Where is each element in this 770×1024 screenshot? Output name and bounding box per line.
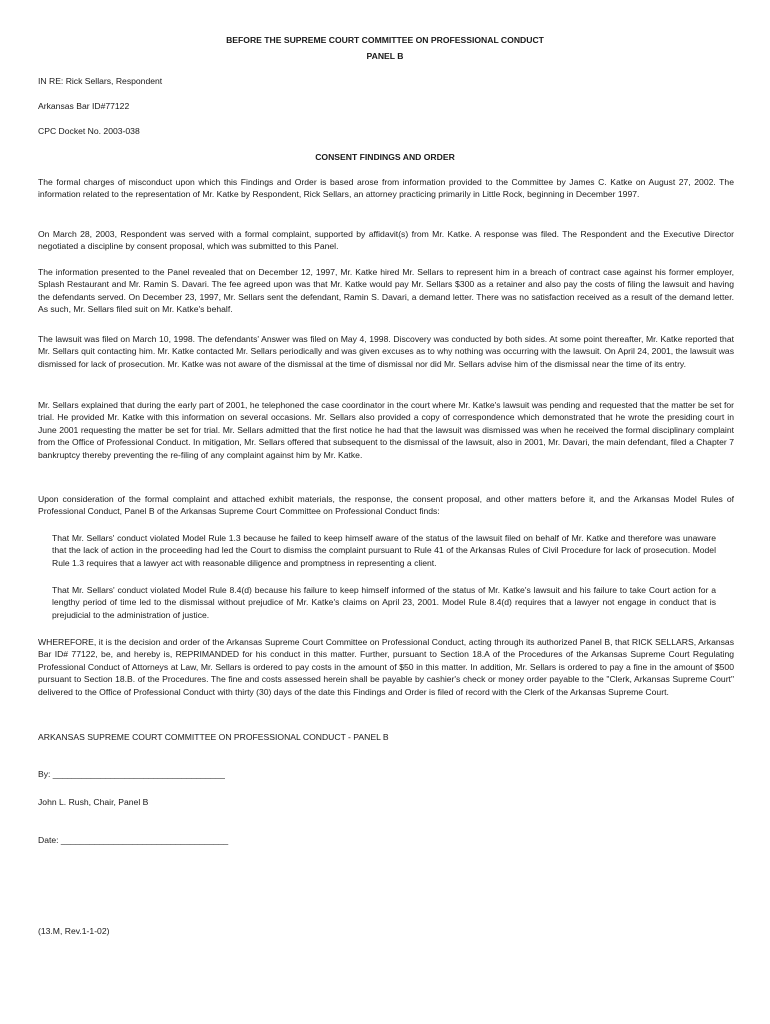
- paragraph: On March 28, 2003, Respondent was served with a formal complaint, supported by affidavit(s) from Mr. Katke. A response was filed. The Respondent and the Executive Director negotiated a discipline by consent proposal, which was submitted to this Panel.: [38, 229, 734, 252]
- signature-by-line: By: ____________________________________: [38, 769, 225, 779]
- docket-line: CPC Docket No. 2003-038: [38, 126, 140, 136]
- paragraph: Upon consideration of the formal complaint and attached exhibit materials, the response, the consent proposal, and other matters before it, and the Arkansas Model Rules of Professional Conduct, Panel B of the Arkansas Supreme Court Committee on Professional Conduct finds:: [38, 494, 734, 517]
- court-heading: BEFORE THE SUPREME COURT COMMITTEE ON PROFESSIONAL CONDUCT: [226, 35, 544, 45]
- form-code: (13.M, Rev.1-1-02): [38, 926, 110, 936]
- panel-heading: PANEL B: [366, 51, 404, 61]
- signer-name: John L. Rush, Chair, Panel B: [38, 797, 149, 807]
- date-line: Date: ___________________________________: [38, 835, 229, 845]
- paragraph: The formal charges of misconduct upon which this Findings and Order is based arose from information provided to the Committee by James C. Katke on August 27, 2002. The information related to the representation of Mr. Katke by Respondent, Rick Sellars, an attorney practicing primarily in Little Rock, beginning in December 1997.: [38, 177, 734, 200]
- in-re-line: IN RE: Rick Sellars, Respondent: [38, 76, 163, 86]
- paragraph: The lawsuit was filed on March 10, 1998. The defendants' Answer was filed on May 4, 1998. Discovery was conducted by both sides. At some point thereafter, Mr. Katke reported that Mr. Sellars quit contacting him. Mr. Katke contacted Mr. Sellars periodically and was given excuses as to why nothing was occurring with the lawsuit. On April 24, 2001, the lawsuit was dismissed for lack of prosecution. Mr. Katke was not aware of the dismissal at the time of dismissal nor did Mr. Sellars advise him of the dismissal near the time of its entry.: [38, 334, 734, 369]
- wherefore-paragraph: WHEREFORE, it is the decision and order of the Arkansas Supreme Court Committee on Professional Conduct, acting through its authorized Panel B, that RICK SELLARS, Arkansas Bar ID# 77122, be, and hereby is, REPRIMANDED for his conduct in this matter. Further, pursuant to Section 18.A of the Procedures of the Arkansas Supreme Court Regulating Professional Conduct of Attorneys at Law, Mr. Sellars is ordered to pay costs in the amount of $50 in this matter. In addition, Mr. Sellars is ordered to pay a fine in the amount of $500 pursuant to Section 18.B. of the Procedures. The fine and costs assessed herein shall be payable by cashier's check or money order payable to the "Clerk, Arkansas Supreme Court" delivered to the Office of Professional Conduct with thirty (30) days of the date this Findings and Order is filed of record with the Clerk of the Arkansas Supreme Court.: [38, 637, 734, 697]
- section-title: CONSENT FINDINGS AND ORDER: [315, 152, 455, 162]
- paragraph: Mr. Sellars explained that during the early part of 2001, he telephoned the case coordinator in the court where Mr. Katke's lawsuit was pending and requested that the matter be set for trial. He provided Mr. Katke with this information on several occasions. Mr. Sellars also provided a copy of correspondence which demonstrated that he wrote the presiding court in June 2001 requesting the matter be set for trial. Mr. Sellars admitted that the first notice he had that the lawsuit was dismissed was when he received the formal disciplinary complaint from the Office of Professional Conduct. In mitigation, Mr. Sellars offered that subsequent to the dismissal of the lawsuit, also in 2001, Mr. Davari, the main defendant, filed a Chapter 7 bankruptcy thereby preventing the re-filing of any complaint against him by Mr. Katke.: [38, 400, 734, 460]
- committee-signature-heading: ARKANSAS SUPREME COURT COMMITTEE ON PROFESSIONAL CONDUCT - PANEL B: [38, 732, 389, 742]
- finding-item: That Mr. Sellars' conduct violated Model Rule 8.4(d) because his failure to keep himself informed of the status of Mr. Katke's lawsuit and his failure to take Court action for a lengthy period of time led to the dismissal without prejudice of Mr. Katke's claims on April 23, 2001. Model Rule 8.4(d) requires that a lawyer not engage in conduct that is prejudicial to the administration of justice.: [52, 585, 716, 620]
- bar-id-line: Arkansas Bar ID#77122: [38, 101, 130, 111]
- paragraph: The information presented to the Panel revealed that on December 12, 1997, Mr. Katke hired Mr. Sellars to represent him in a breach of contract case against his former employer, Splash Restaurant and Mr. Ramin S. Davari. The fee agreed upon was that Mr. Katke would pay Mr. Sellars $300 as a retainer and also pay the costs of filing the lawsuit and having the defendants served. On December 23, 1997, Mr. Sellars sent the defendant, Ramin S. Davari, a demand letter. There was no satisfaction received as a result of the demand letter. As such, Mr. Sellars filed suit on Mr. Katke's behalf.: [38, 267, 734, 315]
- finding-item: That Mr. Sellars' conduct violated Model Rule 1.3 because he failed to keep himself aware of the status of the lawsuit filed on behalf of Mr. Katke and therefore was unaware that the lack of action in the proceeding had led the Court to dismiss the complaint pursuant to Rule 41 of the Arkansas Rules of Civil Procedure for lack of prosecution. Model Rule 1.3 requires that a lawyer act with reasonable diligence and promptness in representing a client.: [52, 533, 716, 568]
